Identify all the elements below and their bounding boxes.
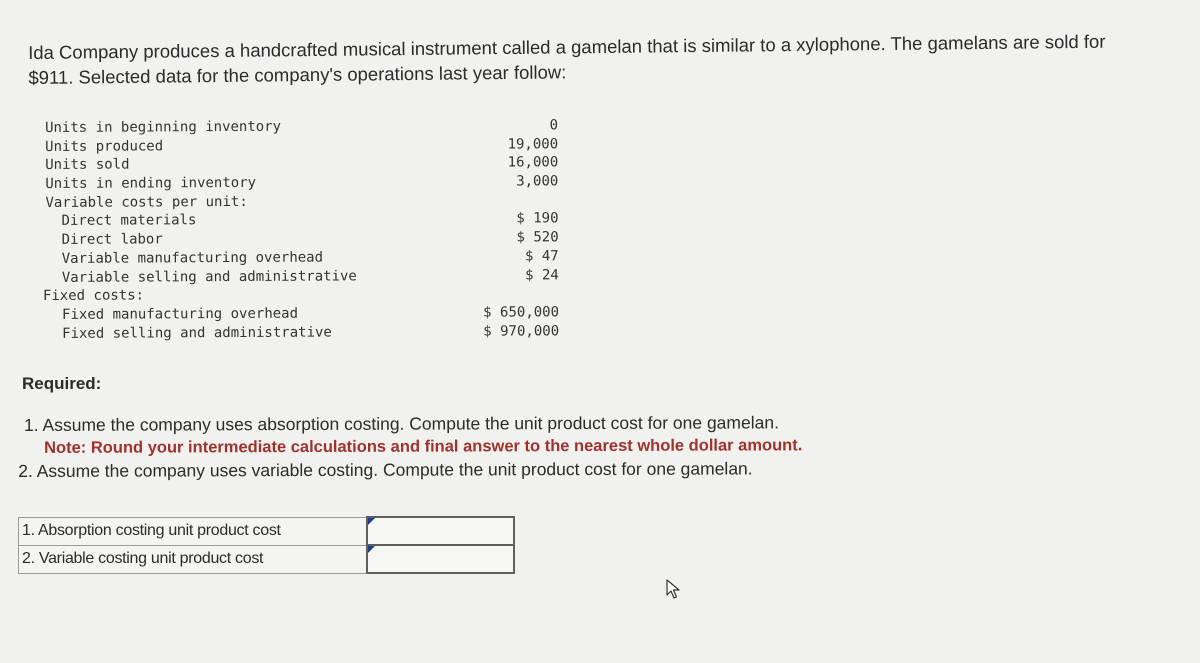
operations-data-table [40, 117, 560, 344]
absorption-cost-input[interactable] [368, 518, 513, 544]
questions-block [18, 411, 803, 483]
answer-cell-variable[interactable] [367, 545, 514, 573]
data-section-heading: Fixed costs: [42, 287, 145, 305]
data-row-value: 0 [549, 117, 559, 134]
answer-table [18, 516, 515, 574]
data-row-label: Fixed manufacturing overhead [61, 305, 299, 323]
data-row-label: Units sold [45, 156, 130, 174]
data-row-value: $ 24 [525, 266, 559, 283]
question-2: 2. Assume the company uses variable costing. Compute the unit product cost for one gamelan. [18, 458, 753, 482]
data-row-label: Units in beginning inventory [44, 118, 282, 136]
variable-cost-input[interactable] [368, 546, 513, 572]
data-row-label: Fixed selling and administrative [62, 324, 332, 342]
data-row-label: Variable selling and administrative [61, 267, 357, 286]
data-row-value: $ 650,000 [483, 304, 560, 321]
answer-row [19, 545, 515, 573]
data-row-label: Variable manufacturing overhead [61, 249, 324, 267]
data-row-value: $ 190 [516, 210, 559, 227]
answer-cell-absorption[interactable] [367, 517, 514, 545]
data-row-label: Direct materials [61, 212, 197, 230]
data-row-label: Direct labor [61, 231, 163, 249]
data-row-value: 3,000 [516, 173, 559, 190]
data-row-value: $ 970,000 [483, 322, 560, 340]
question-1: 1. Assume the company uses absorption costing. Compute the unit product cost for one gamelan. [24, 412, 779, 435]
data-row-value: $ 520 [516, 229, 559, 246]
answer-label-variable: 2. Variable costing unit product cost [19, 545, 368, 573]
data-row-value: $ 47 [524, 248, 559, 265]
data-row-label: Units in ending inventory [45, 174, 257, 193]
data-row-label: Units produced [45, 138, 164, 155]
data-section-heading: Variable costs per unit: [45, 193, 248, 211]
mouse-pointer-icon [665, 578, 681, 600]
data-row-value: 19,000 [507, 135, 559, 153]
answer-label-absorption: 1. Absorption costing unit product cost [19, 517, 368, 545]
input-marker-icon [368, 546, 375, 553]
problem-intro [28, 28, 1188, 90]
required-heading: Required: [22, 374, 102, 393]
intro-line-1: Ida Company produces a handcrafted musical instrument called a gamelan that is similar to a xylophone. The gamelans are sold for [28, 30, 1106, 63]
input-marker-icon [368, 518, 375, 525]
data-row-value: 16,000 [507, 154, 559, 171]
answer-row [19, 517, 515, 545]
intro-line-2: $911. Selected data for the company's operations last year follow: [28, 61, 567, 88]
rounding-note: Note: Round your intermediate calculations and final answer to the nearest whole dollar amount. [44, 436, 803, 457]
